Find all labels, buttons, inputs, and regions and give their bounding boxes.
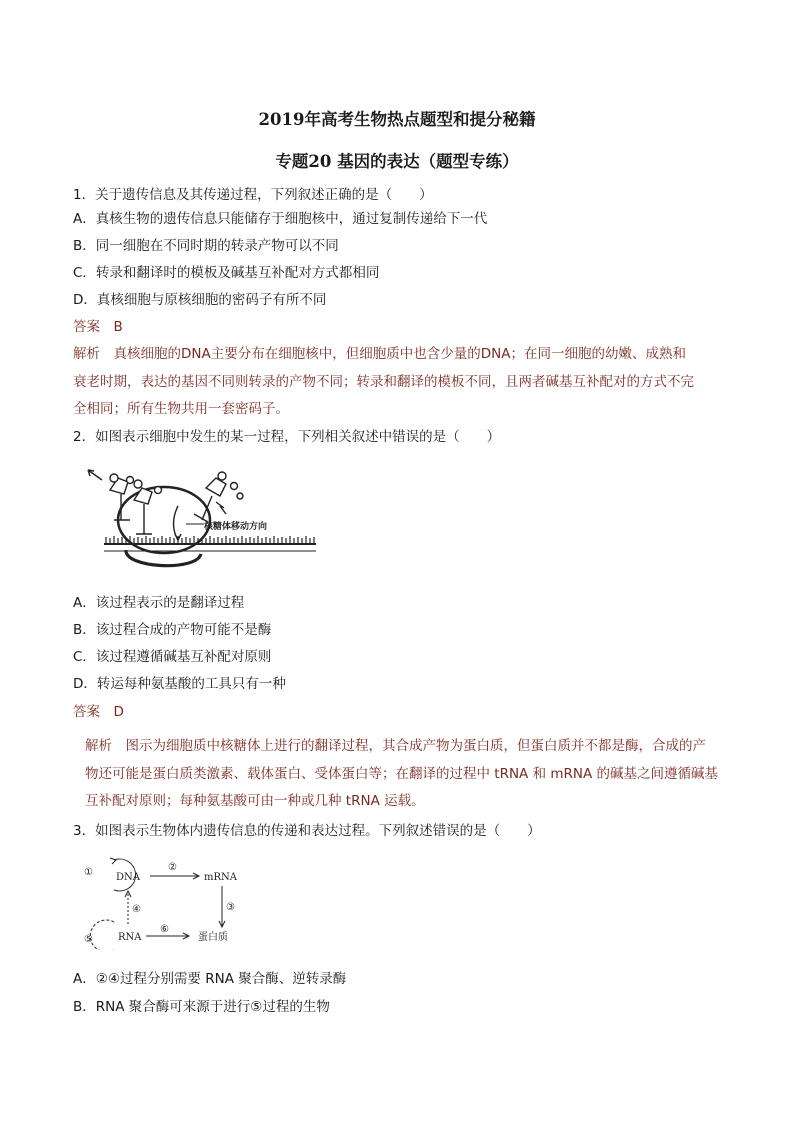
question-3-option-a: A．②④过程分别需要 RNA 聚合酶、逆转录酶 [73, 971, 347, 987]
question-2-option-b: B．该过程合成的产物可能不是酶 [73, 622, 272, 638]
analysis-line: 解析 图示为细胞质中核糖体上进行的翻译过程，其合成产物为蛋白质，但蛋白质并不都是酶，合成的产 [85, 738, 706, 754]
analysis-line: 互补配对原则；每种氨基酸可由一种或几种 tRNA 运载。 [85, 793, 425, 809]
step-6-label: ⑥ [160, 924, 169, 935]
mrna-bases [106, 536, 314, 544]
analysis-line: 解析 真核细胞的DNA主要分布在细胞核中，但细胞质中也含少量的DNA；在同一细胞的幼嫩、成熟和 [73, 346, 686, 362]
question-2-answer: 答案 D [73, 704, 124, 720]
question-1-answer: 答案 B [73, 319, 123, 335]
trna-right [194, 472, 243, 522]
question-1-option-b: B．同一细胞在不同时期的转录产物可以不同 [73, 238, 339, 254]
question-3-stem: 3．如图表示生物体内遗传信息的传递和表达过程。下列叙述错误的是（ ） [73, 823, 541, 839]
question-1-option-d: D．真核细胞与原核细胞的密码子有所不同 [73, 292, 327, 308]
question-2-option-d: D．转运每种氨基酸的工具只有一种 [73, 676, 286, 692]
step-4-label: ④ [132, 904, 141, 915]
step-1-label: ① [84, 867, 93, 878]
question-2-analysis [85, 733, 718, 816]
step-5-label: ⑤ [84, 934, 93, 945]
analysis-line: 物还可能是蛋白质类激素、载体蛋白、受体蛋白等；在翻译的过程中 tRNA 和 mRNA 的碱基之间遵循碱基 [85, 765, 719, 782]
question-1-option-c: C．转录和翻译时的模板及碱基互补配对方式都相同 [73, 265, 380, 281]
question-1-option-a: A．真核生物的遗传信息只能储存于细胞核中，通过复制传递给下一代 [73, 211, 488, 227]
trna-left [88, 470, 134, 520]
protein-label: 蛋白质 [198, 932, 228, 943]
dna-label: DNA [116, 872, 140, 883]
translation-diagram [76, 462, 326, 580]
step-3-label: ③ [226, 902, 235, 913]
rna-label: RNA [118, 932, 142, 943]
mrna-label: mRNA [204, 872, 237, 883]
analysis-line: 衰老时期，表达的基因不同则转录的产物不同；转录和翻译的模板不同，且两者碱基互补配对的方式不完 [73, 373, 694, 390]
step-2-label: ② [168, 862, 177, 873]
ribosome-direction-label: 核糖体移动方向 [204, 522, 268, 532]
rna-replication-loop [90, 920, 114, 950]
analysis-line: 全相同；所有生物共用一套密码子。 [73, 401, 289, 417]
question-2-stem: 2．如图表示细胞中发生的某一过程，下列相关叙述中错误的是（ ） [73, 429, 501, 445]
question-2-option-c: C．该过程遵循碱基互补配对原则 [73, 649, 272, 665]
question-3-option-b: B．RNA 聚合酶可来源于进行⑤过程的生物 [73, 999, 330, 1015]
question-2-option-a: A．该过程表示的是翻译过程 [73, 595, 245, 611]
question-1-stem: 1．关于遗传信息及其传递过程，下列叙述正确的是（ ） [73, 187, 433, 203]
question-1-analysis [73, 341, 694, 424]
central-dogma-diagram [80, 850, 240, 950]
document-subtitle: 专题20 基因的表达（题型专练） [275, 152, 519, 171]
document-title: 2019年高考生物热点题型和提分秘籍 [258, 110, 536, 129]
